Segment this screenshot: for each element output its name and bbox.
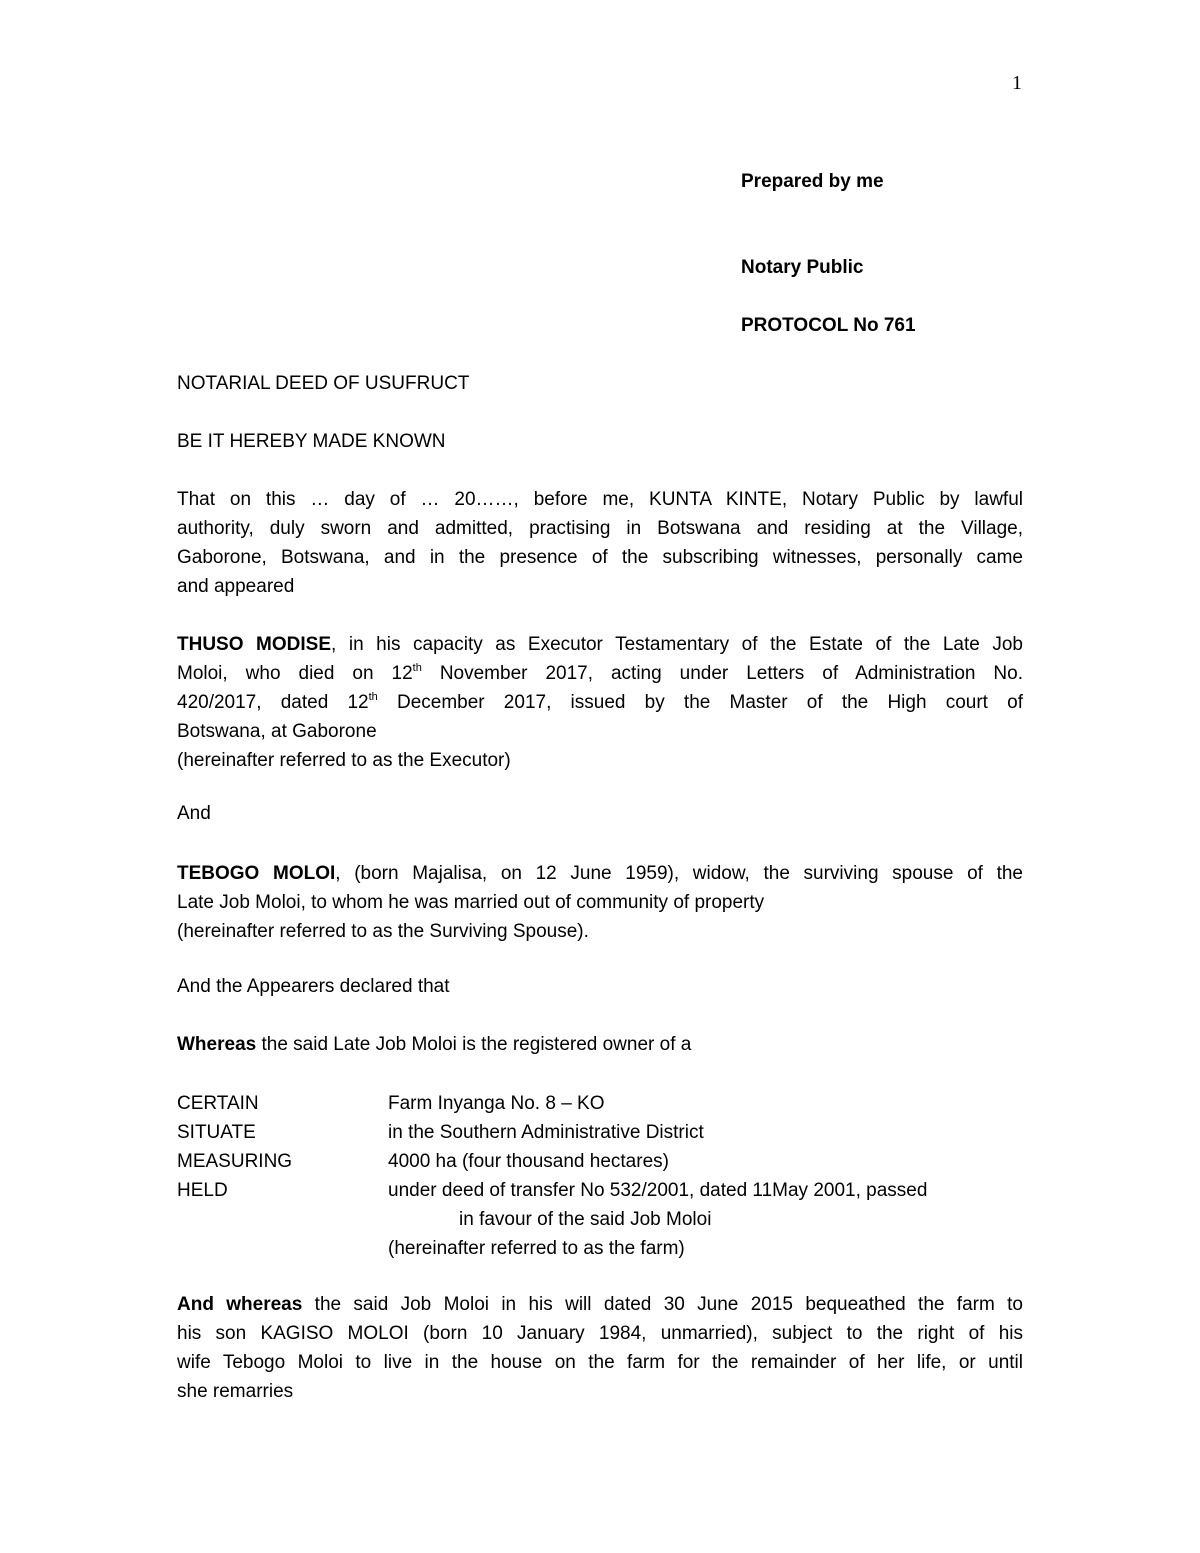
farm-hereinafter: (hereinafter referred to as the farm): [388, 1238, 685, 1259]
spouse-line: (hereinafter referred to as the Surviving Spouse).: [177, 921, 589, 942]
appearers-declared: And the Appearers declared that: [177, 976, 450, 997]
spouse-paragraph: [177, 859, 1023, 946]
spouse-name: TEBOGO MOLOI: [177, 863, 336, 884]
deed-subtitle: BE IT HEREBY MADE KNOWN: [177, 431, 446, 452]
deed-title: NOTARIAL DEED OF USUFRUCT: [177, 373, 470, 394]
opening-line: That on this … day of … 20……, before me, KUNTA KINTE, Notary Public by lawful: [177, 489, 1023, 510]
and-whereas-line: And whereas the said Job Moloi in his will dated 30 June 2015 bequeathed the farm to: [177, 1294, 1023, 1315]
certain-value: Farm Inyanga No. 8 – KO: [388, 1093, 605, 1114]
whereas-clause: Whereas the said Late Job Moloi is the registered owner of a: [177, 1034, 692, 1055]
and-whereas-paragraph: [177, 1290, 1023, 1406]
held-value-continued: in favour of the said Job Moloi: [459, 1209, 712, 1230]
prepared-by-label: Prepared by me: [741, 171, 884, 192]
and-whereas-line: she remarries: [177, 1381, 294, 1402]
executor-paragraph: [177, 630, 1023, 775]
opening-line: Gaborone, Botswana, and in the presence of the subscribing witnesses, personally came: [177, 547, 1023, 568]
executor-line: (hereinafter referred to as the Executor): [177, 750, 511, 771]
executor-line: 420/2017, dated 12th December 2017, issued by the Master of the High court of: [177, 691, 1023, 713]
opening-paragraph: [177, 485, 1023, 601]
executor-line: Botswana, at Gaborone: [177, 721, 377, 742]
certain-label: CERTAIN: [177, 1093, 259, 1114]
opening-line: and appeared: [177, 576, 295, 597]
situate-value: in the Southern Administrative District: [388, 1122, 704, 1143]
protocol-number: PROTOCOL No 761: [741, 315, 916, 336]
measuring-value: 4000 ha (four thousand hectares): [388, 1151, 669, 1172]
and-whereas-line: wife Tebogo Moloi to live in the house on the farm for the remainder of her life, or until: [177, 1352, 1023, 1373]
held-label: HELD: [177, 1180, 228, 1201]
spouse-line: TEBOGO MOLOI, (born Majalisa, on 12 June 1959), widow, the surviving spouse of the: [177, 863, 1023, 884]
held-value: under deed of transfer No 532/2001, dated 11May 2001, passed: [388, 1180, 928, 1201]
notary-public-label: Notary Public: [741, 257, 864, 278]
situate-label: SITUATE: [177, 1122, 256, 1143]
page-number: 1: [1012, 72, 1022, 94]
opening-line: authority, duly sworn and admitted, practising in Botswana and residing at the Village,: [177, 518, 1023, 539]
and-conjunction: And: [177, 803, 211, 824]
spouse-line: Late Job Moloi, to whom he was married out of community of property: [177, 892, 765, 913]
executor-name: THUSO MODISE: [177, 634, 332, 655]
measuring-label: MEASURING: [177, 1151, 293, 1172]
executor-line: THUSO MODISE, in his capacity as Executor Testamentary of the Estate of the Late Job: [177, 634, 1023, 655]
executor-line: Moloi, who died on 12th November 2017, acting under Letters of Administration No.: [177, 662, 1023, 684]
and-whereas-line: his son KAGISO MOLOI (born 10 January 1984, unmarried), subject to the right of his: [177, 1323, 1023, 1344]
